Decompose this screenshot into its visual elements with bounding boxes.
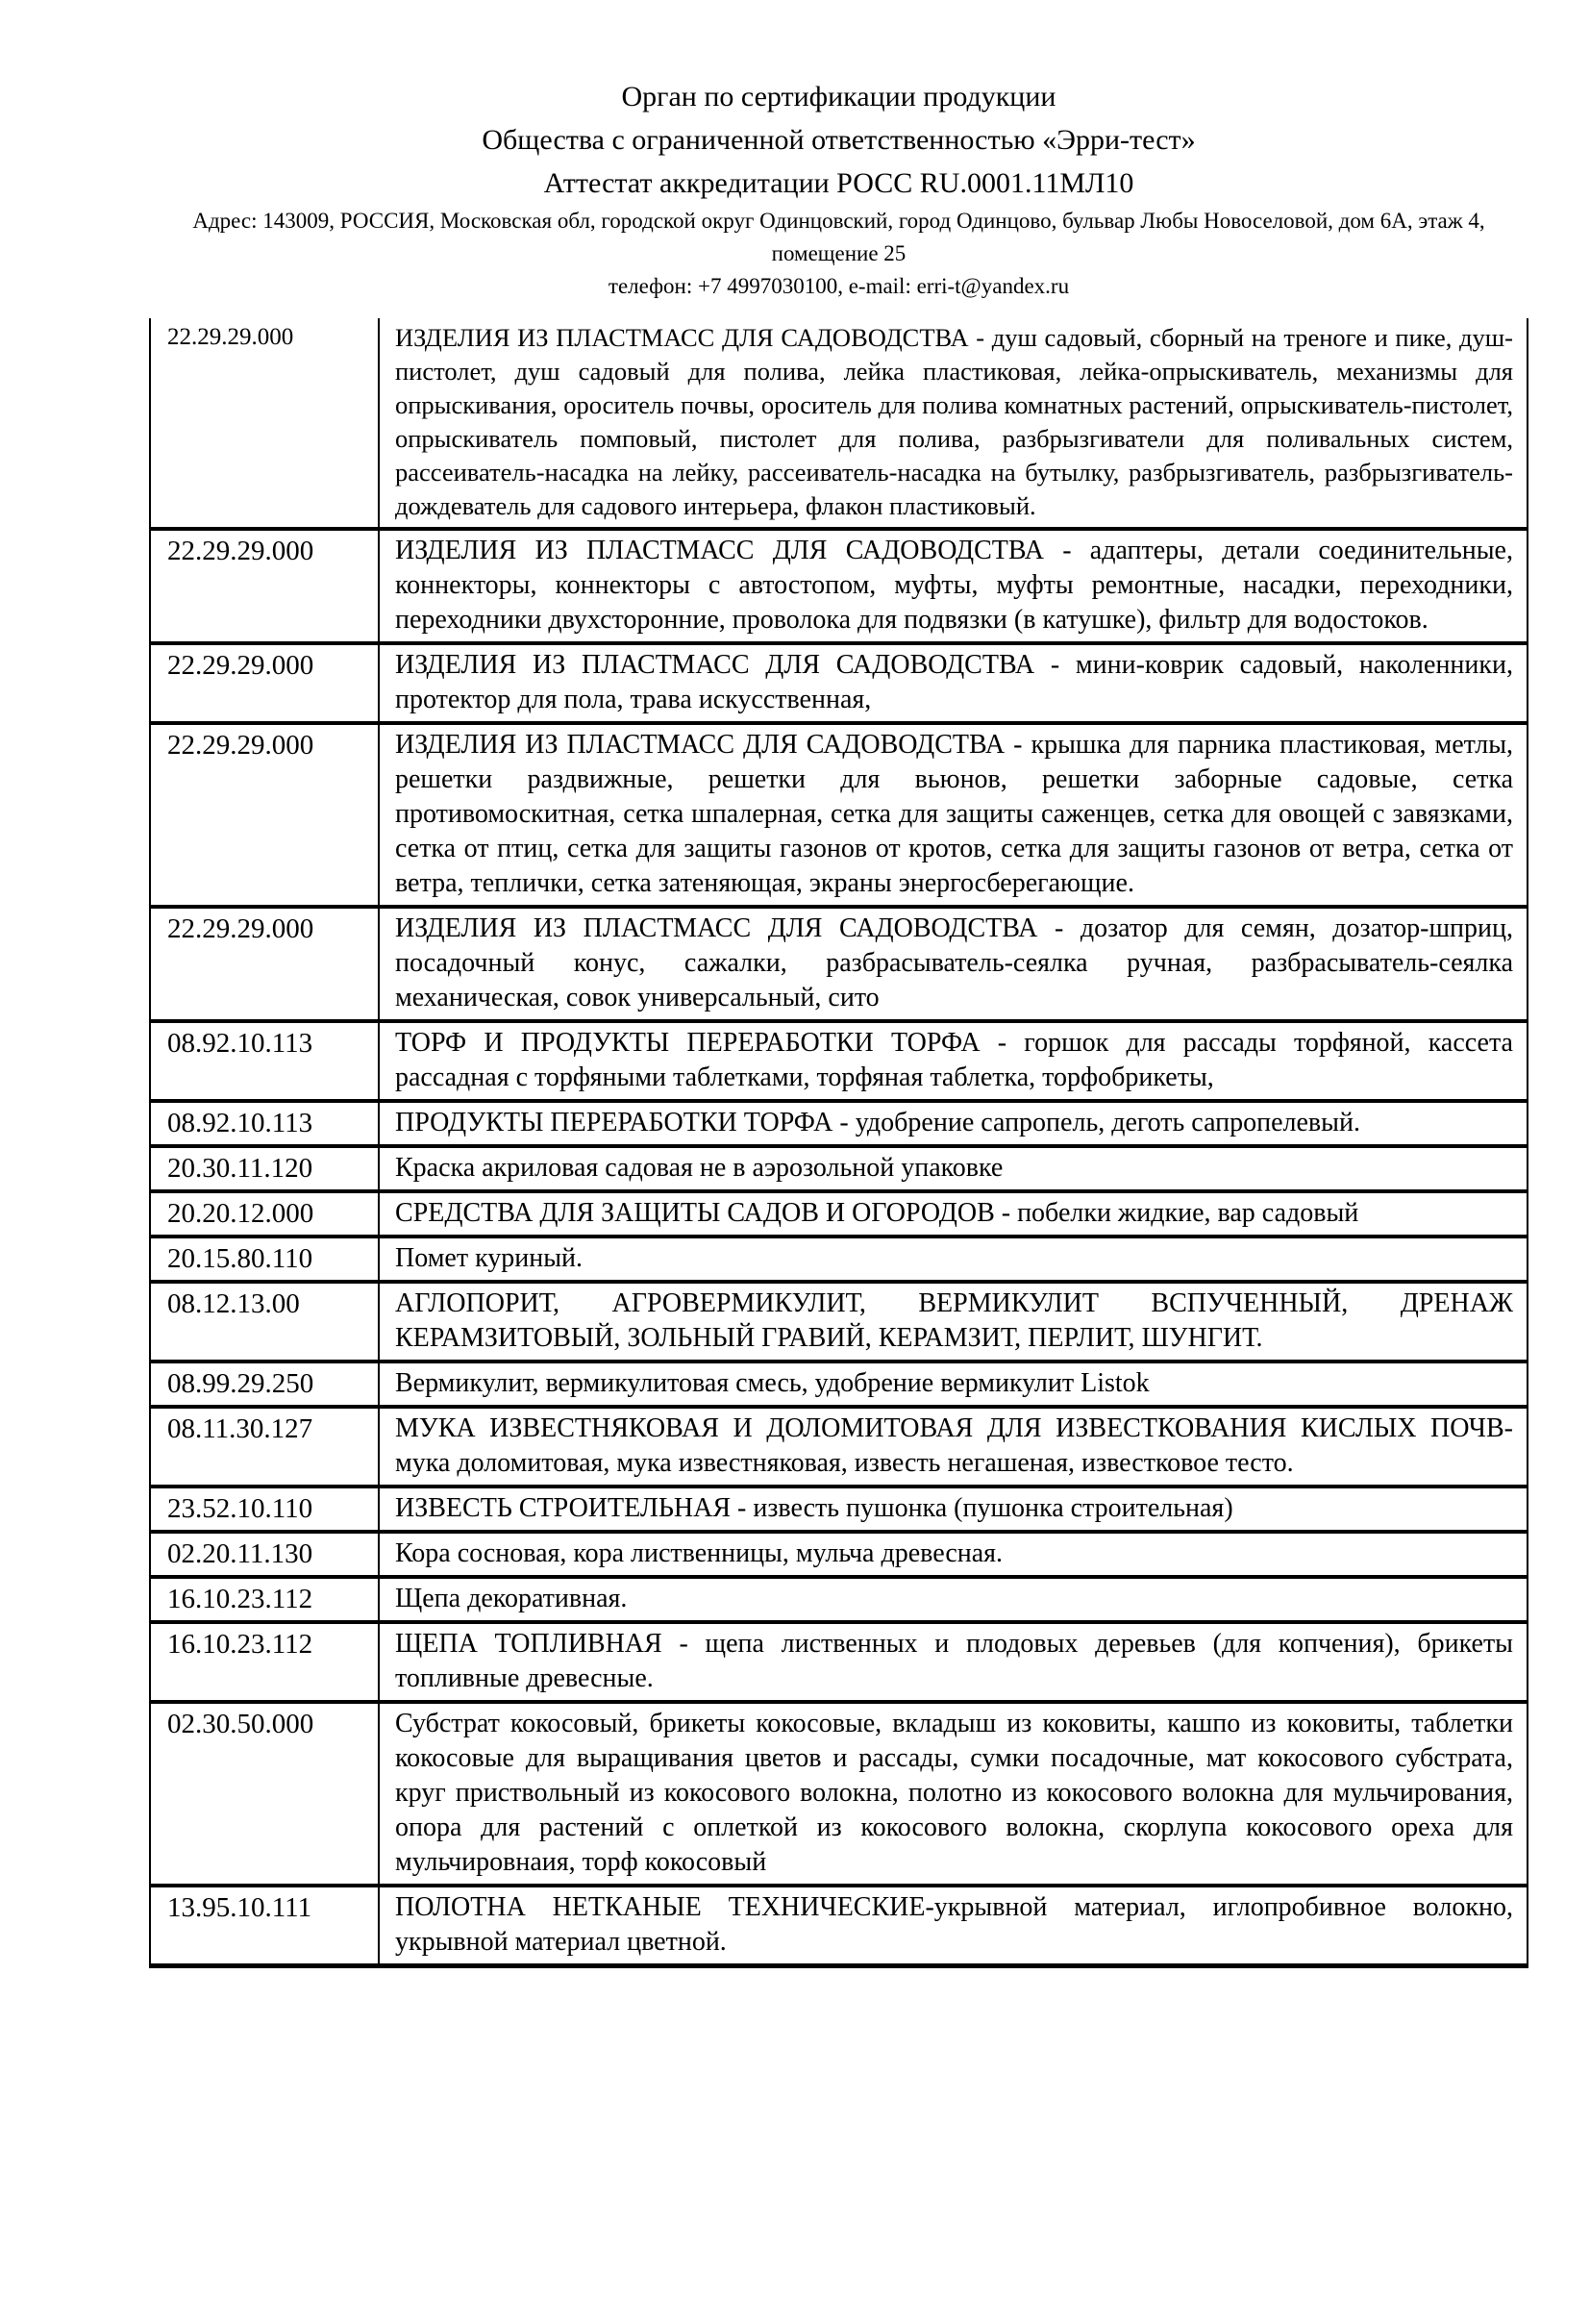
product-code: 23.52.10.110 bbox=[149, 1488, 380, 1530]
table-row bbox=[149, 1099, 1528, 1144]
table-row bbox=[149, 1405, 1528, 1485]
table-row bbox=[149, 1280, 1528, 1360]
product-description: Помет куриный. bbox=[380, 1238, 1528, 1280]
table-row bbox=[149, 1575, 1528, 1620]
product-code: 20.20.12.000 bbox=[149, 1193, 380, 1235]
table-row bbox=[149, 905, 1528, 1019]
header-contacts: телефон: +7 4997030100, e-mail: erri-t@yandex.ru bbox=[608, 274, 1070, 298]
product-description: ИЗДЕЛИЯ ИЗ ПЛАСТМАСС ДЛЯ САДОВОДСТВА - крышка для парника пластиковая, метлы, решетки раздвижные, решетки для вьюнов, решетки заборные садовые, сетка противомоскитная, сетка шпалерная, сетка для защиты саженцев, сетка для овощей с завязками, сетка от птиц, сетка для защиты газонов от кротов, сетка для защиты газонов от ветра, сетка от ветра, теплички, сетка затеняющая, экраны энергосберегающие. bbox=[380, 725, 1528, 905]
product-description: ИЗДЕЛИЯ ИЗ ПЛАСТМАСС ДЛЯ САДОВОДСТВА - дозатор для семян, дозатор-шприц, посадочный конус, сажалки, разбрасыватель-сеялка ручная, разбрасыватель-сеялка механическая, совок универсальный, сито bbox=[380, 909, 1528, 1019]
table-row bbox=[149, 318, 1528, 527]
product-description: Субстрат кокосовый, брикеты кокосовые, вкладыш из коковиты, кашпо из коковиты, таблетки кокосовые для выращивания цветов и рассады, сумки посадочные, мат кокосового субстрата, круг приствольный из кокосового волокна, полотно из кокосового волокна для мульчирования, опора для растений с оплеткой из кокосового волокна, скорлупа кокосового ореха для мульчировнаия, торф кокосовый bbox=[380, 1704, 1528, 1884]
table-row bbox=[149, 1235, 1528, 1280]
header-org-type: Орган по сертификации продукции bbox=[621, 81, 1056, 112]
product-code: 20.15.80.110 bbox=[149, 1238, 380, 1280]
table-row bbox=[149, 1019, 1528, 1099]
document-page bbox=[0, 75, 1590, 2324]
table-row bbox=[149, 1620, 1528, 1700]
product-description: ЩЕПА ТОПЛИВНАЯ - щепа лиственных и плодовых деревьев (для копчения), брикеты топливные древесные. bbox=[380, 1624, 1528, 1700]
table-row bbox=[149, 1700, 1528, 1884]
product-description: Кора сосновая, кора лиственницы, мульча древесная. bbox=[380, 1534, 1528, 1575]
product-code: 08.12.13.00 bbox=[149, 1284, 380, 1360]
product-description: ИЗВЕСТЬ СТРОИТЕЛЬНАЯ - известь пушонка (пушонка строительная) bbox=[380, 1488, 1528, 1530]
table-row bbox=[149, 1530, 1528, 1575]
document-header bbox=[149, 75, 1528, 303]
product-code: 08.11.30.127 bbox=[149, 1409, 380, 1485]
product-description: ИЗДЕЛИЯ ИЗ ПЛАСТМАСС ДЛЯ САДОВОДСТВА - мини-коврик садовый, наколенники, протектор для пола, трава искусственная, bbox=[380, 645, 1528, 721]
product-description: ПРОДУКТЫ ПЕРЕРАБОТКИ ТОРФА - удобрение сапропель, деготь сапропелевый. bbox=[380, 1103, 1528, 1144]
product-code: 08.92.10.113 bbox=[149, 1023, 380, 1099]
table-row bbox=[149, 1189, 1528, 1235]
product-code: 22.29.29.000 bbox=[149, 725, 380, 905]
product-code: 02.30.50.000 bbox=[149, 1704, 380, 1884]
table-row bbox=[149, 1144, 1528, 1189]
product-description: АГЛОПОРИТ, АГРОВЕРМИКУЛИТ, ВЕРМИКУЛИТ ВСПУЧЕННЫЙ, ДРЕНАЖ КЕРАМЗИТОВЫЙ, ЗОЛЬНЫЙ ГРАВИЙ, КЕРАМЗИТ, ПЕРЛИТ, ШУНГИТ. bbox=[380, 1284, 1528, 1360]
table-row bbox=[149, 527, 1528, 641]
header-address: Адрес: 143009, РОССИЯ, Московская обл, городской округ Одинцовский, город Одинцово, бульвар Любы Новоселовой, дом 6А, этаж 4, помещение 25 bbox=[192, 209, 1485, 265]
product-code: 20.30.11.120 bbox=[149, 1148, 380, 1189]
table-row bbox=[149, 721, 1528, 905]
product-code: 02.20.11.130 bbox=[149, 1534, 380, 1575]
product-description: Вермикулит, вермикулитовая смесь, удобрение вермикулит Listok bbox=[380, 1363, 1528, 1405]
product-code: 22.29.29.000 bbox=[149, 645, 380, 721]
product-code: 22.29.29.000 bbox=[149, 909, 380, 1019]
product-description: ИЗДЕЛИЯ ИЗ ПЛАСТМАСС ДЛЯ САДОВОДСТВА - душ садовый, сборный на треноге и пике, душ-пистолет, душ садовый для полива, лейка пластиковая, лейка-опрыскиватель, механизмы для опрыскивания, ороситель почвы, ороситель для полива комнатных растений, опрыскиватель-пистолет, опрыскиватель помповый, пистолет для полива, разбрызгиватели для поливальных систем, рассеиватель-насадка на лейку, рассеиватель-насадка на бутылку, разбрызгиватель, разбрызгиватель-дождеватель для садового интерьера, флакон пластиковый. bbox=[380, 318, 1528, 527]
table-row bbox=[149, 1360, 1528, 1405]
product-code: 16.10.23.112 bbox=[149, 1624, 380, 1700]
table-row bbox=[149, 1884, 1528, 1963]
product-code: 08.99.29.250 bbox=[149, 1363, 380, 1405]
product-description: Краска акриловая садовая не в аэрозольной упаковке bbox=[380, 1148, 1528, 1189]
product-description: ПОЛОТНА НЕТКАНЫЕ ТЕХНИЧЕСКИЕ-укрывной материал, иглопробивное волокно, укрывной материал цветной. bbox=[380, 1887, 1528, 1963]
product-description: Щепа декоративная. bbox=[380, 1579, 1528, 1620]
product-code: 22.29.29.000 bbox=[149, 531, 380, 641]
product-description: СРЕДСТВА ДЛЯ ЗАЩИТЫ САДОВ И ОГОРОДОВ - побелки жидкие, вар садовый bbox=[380, 1193, 1528, 1235]
product-description: ИЗДЕЛИЯ ИЗ ПЛАСТМАСС ДЛЯ САДОВОДСТВА - адаптеры, детали соединительные, коннекторы, коннекторы с автостопом, муфты, муфты ремонтные, насадки, переходники, переходники двухсторонние, проволока для подвязки (в катушке), фильтр для водостоков. bbox=[380, 531, 1528, 641]
product-description: ТОРФ И ПРОДУКТЫ ПЕРЕРАБОТКИ ТОРФА - горшок для рассады торфяной, кассета рассадная с торфяными таблетками, торфяная таблетка, торфобрикеты, bbox=[380, 1023, 1528, 1099]
product-code: 08.92.10.113 bbox=[149, 1103, 380, 1144]
header-org-name: Общества с ограниченной ответственностью «Эрри-тест» bbox=[482, 124, 1196, 156]
table-row bbox=[149, 641, 1528, 721]
product-code: 22.29.29.000 bbox=[149, 318, 380, 527]
product-code: 16.10.23.112 bbox=[149, 1579, 380, 1620]
product-table bbox=[149, 318, 1528, 1968]
product-code: 13.95.10.111 bbox=[149, 1887, 380, 1963]
header-accreditation: Аттестат аккредитации РОСС RU.0001.11МЛ10 bbox=[543, 167, 1134, 199]
product-description: МУКА ИЗВЕСТНЯКОВАЯ И ДОЛОМИТОВАЯ ДЛЯ ИЗВЕСТКОВАНИЯ КИСЛЫХ ПОЧВ-мука доломитовая, мука известняковая, известь негашеная, известковое тесто. bbox=[380, 1409, 1528, 1485]
table-row bbox=[149, 1485, 1528, 1530]
